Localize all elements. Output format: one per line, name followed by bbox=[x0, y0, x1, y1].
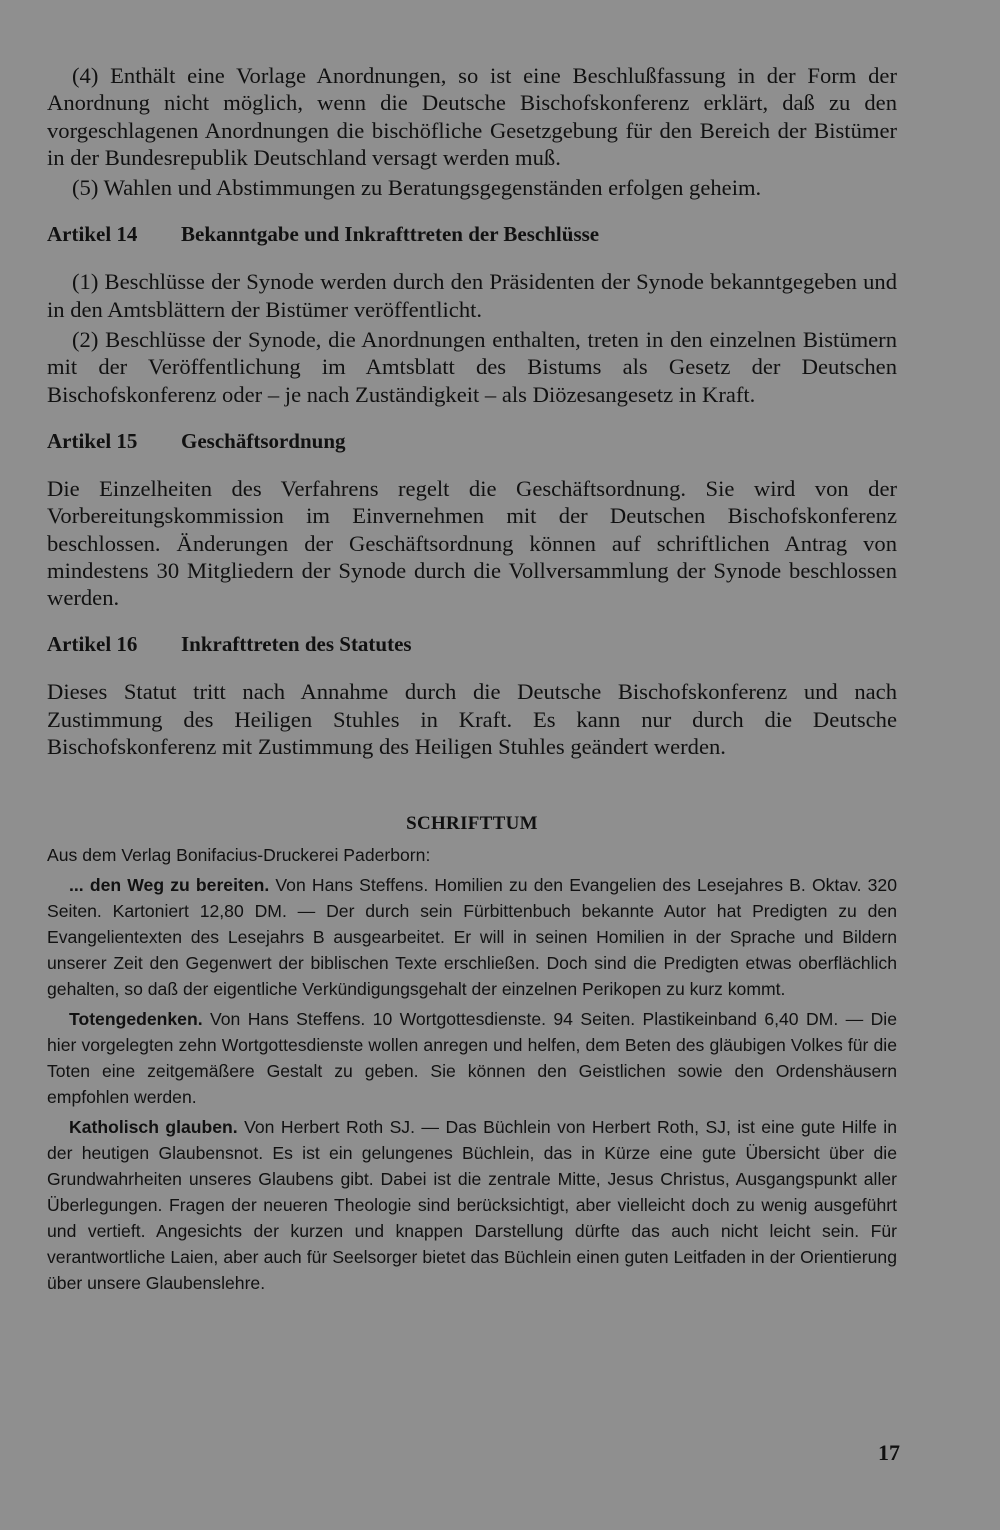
article-16-heading bbox=[47, 631, 897, 658]
page-body bbox=[47, 62, 897, 1296]
article-16-number: Artikel 16 bbox=[47, 632, 138, 657]
paragraph-art16: Dieses Statut tritt nach Annahme durch die Deutsche Bischofskonferenz und nach Zustimmung des Heiligen Stuhles in Kraft. Es kann nur durch die Deutsche Bischofskonferenz mit Zustimmung des Heiligen Stuhles geändert werden. bbox=[47, 679, 897, 760]
article-14-number: Artikel 14 bbox=[47, 222, 138, 247]
paragraph-art14-2: (2) Beschlüsse der Synode, die Anordnungen enthalten, treten in den einzelnen Bistümern mit der Veröffentlichung im Amtsblatt des Bistums als Gesetz der Deutschen Bischofskonferenz oder – je nach Zuständigkeit – als Diözesangesetz in Kraft. bbox=[47, 327, 897, 407]
schrifttum-lead: Aus dem Verlag Bonifacius-Druckerei Paderborn: bbox=[47, 845, 431, 866]
article-15-title: Geschäftsordnung bbox=[181, 428, 346, 453]
schrifttum-heading: SCHRIFTTUM bbox=[406, 813, 538, 835]
review-entry bbox=[47, 872, 897, 1002]
review-entry-title: ... den Weg zu bereiten. bbox=[69, 875, 270, 896]
article-14-heading bbox=[47, 221, 897, 248]
review-entry-title: Katholisch glauben. bbox=[69, 1117, 238, 1138]
article-15-number: Artikel 15 bbox=[47, 428, 138, 453]
paragraph-art14-1: (1) Beschlüsse der Synode werden durch den Präsidenten der Synode bekanntgegeben und in den Amtsblättern der Bistümer veröffentlicht. bbox=[47, 269, 897, 322]
paragraph-art15: Die Einzelheiten des Verfahrens regelt die Geschäftsordnung. Sie wird von der Vorbereitungskommission im Einvernehmen mit der Deutschen Bischofskonferenz beschlossen. Änderungen der Geschäftsordnung können auf schriftlichen Antrag von mindestens 30 Mitgliedern der Synode durch die Vollversammlung der Synode beschlossen werden. bbox=[47, 475, 897, 611]
review-entry bbox=[47, 1006, 897, 1110]
page-number: 17 bbox=[878, 1440, 900, 1465]
article-14-title: Bekanntgabe und Inkrafttreten der Beschlüsse bbox=[181, 222, 600, 247]
paragraph-art13-5: (5) Wahlen und Abstimmungen zu Beratungsgegenständen erfolgen geheim. bbox=[72, 175, 762, 201]
review-entry-text: Von Herbert Roth SJ. — Das Büchlein von Herbert Roth, SJ, ist eine gute Hilfe in der heutigen Glaubensnot. Es ist ein gelungenes Büchlein, das in Kürze eine gute Übersicht über die Grundwahrheiten unseres Glaubens gibt. Dabei ist die zentrale Mitte, Jesus Christus, Ausgangspunkt aller Überlegungen. Fragen der neueren Theologie sind berücksichtigt, aber vielleicht doch zu wenig ausgeführt und vertieft. Angesichts der kurzen und knappen Darstellung dürfte das auch nicht leicht sein. Für verantwortliche Laien, aber auch für Seelsorger bietet das Büchlein einen guten Leitfaden in der Orientierung über unsere Glaubenslehre. bbox=[47, 1117, 897, 1294]
review-entry-text: Von Hans Steffens. 10 Wortgottesdienste. 94 Seiten. Plastikeinband 6,40 DM. — Die hier vorgelegten zehn Wortgottesdienste wollen anregen und helfen, dem Beten des gläubigen Volkes für die Toten eine zeitgemäßere Gestalt zu geben. Sie können den Geistlichen sowie den Ordenshäusern empfohlen werden. bbox=[47, 1009, 897, 1108]
article-15-heading bbox=[47, 428, 897, 455]
review-entry-title: Totengedenken. bbox=[69, 1009, 203, 1030]
paragraph-art13-4: (4) Enthält eine Vorlage Anordnungen, so ist eine Beschlußfassung in der Form der Anordnung nicht möglich, wenn die Deutsche Bischofskonferenz erklärt, daß zu den vorgeschlagenen Anordnungen die bischöfliche Gesetzgebung für den Bereich der Bistümer in der Bundesrepublik Deutschland versagt werden muß. bbox=[47, 63, 897, 170]
article-16-title: Inkrafttreten des Statutes bbox=[181, 632, 412, 657]
review-entry bbox=[47, 1114, 897, 1296]
review-entry-text: Von Hans Steffens. Homilien zu den Evangelien des Lesejahres B. Oktav. 320 Seiten. Kartoniert 12,80 DM. — Der durch sein Fürbittenbuch bekannte Autor hat Predigten zu den Evangelientexten des Lesejahrs B ausgearbeitet. Er will in seinen Homilien in der Sprache und Bildern unserer Zeit den Gegenwert der biblischen Texte erschließen. Doch sind die Predigten etwas oberflächlich gehalten, so daß der eigentliche Verkündigungsgehalt der einzelnen Perikopen zu kurz kommt. bbox=[47, 875, 897, 1000]
